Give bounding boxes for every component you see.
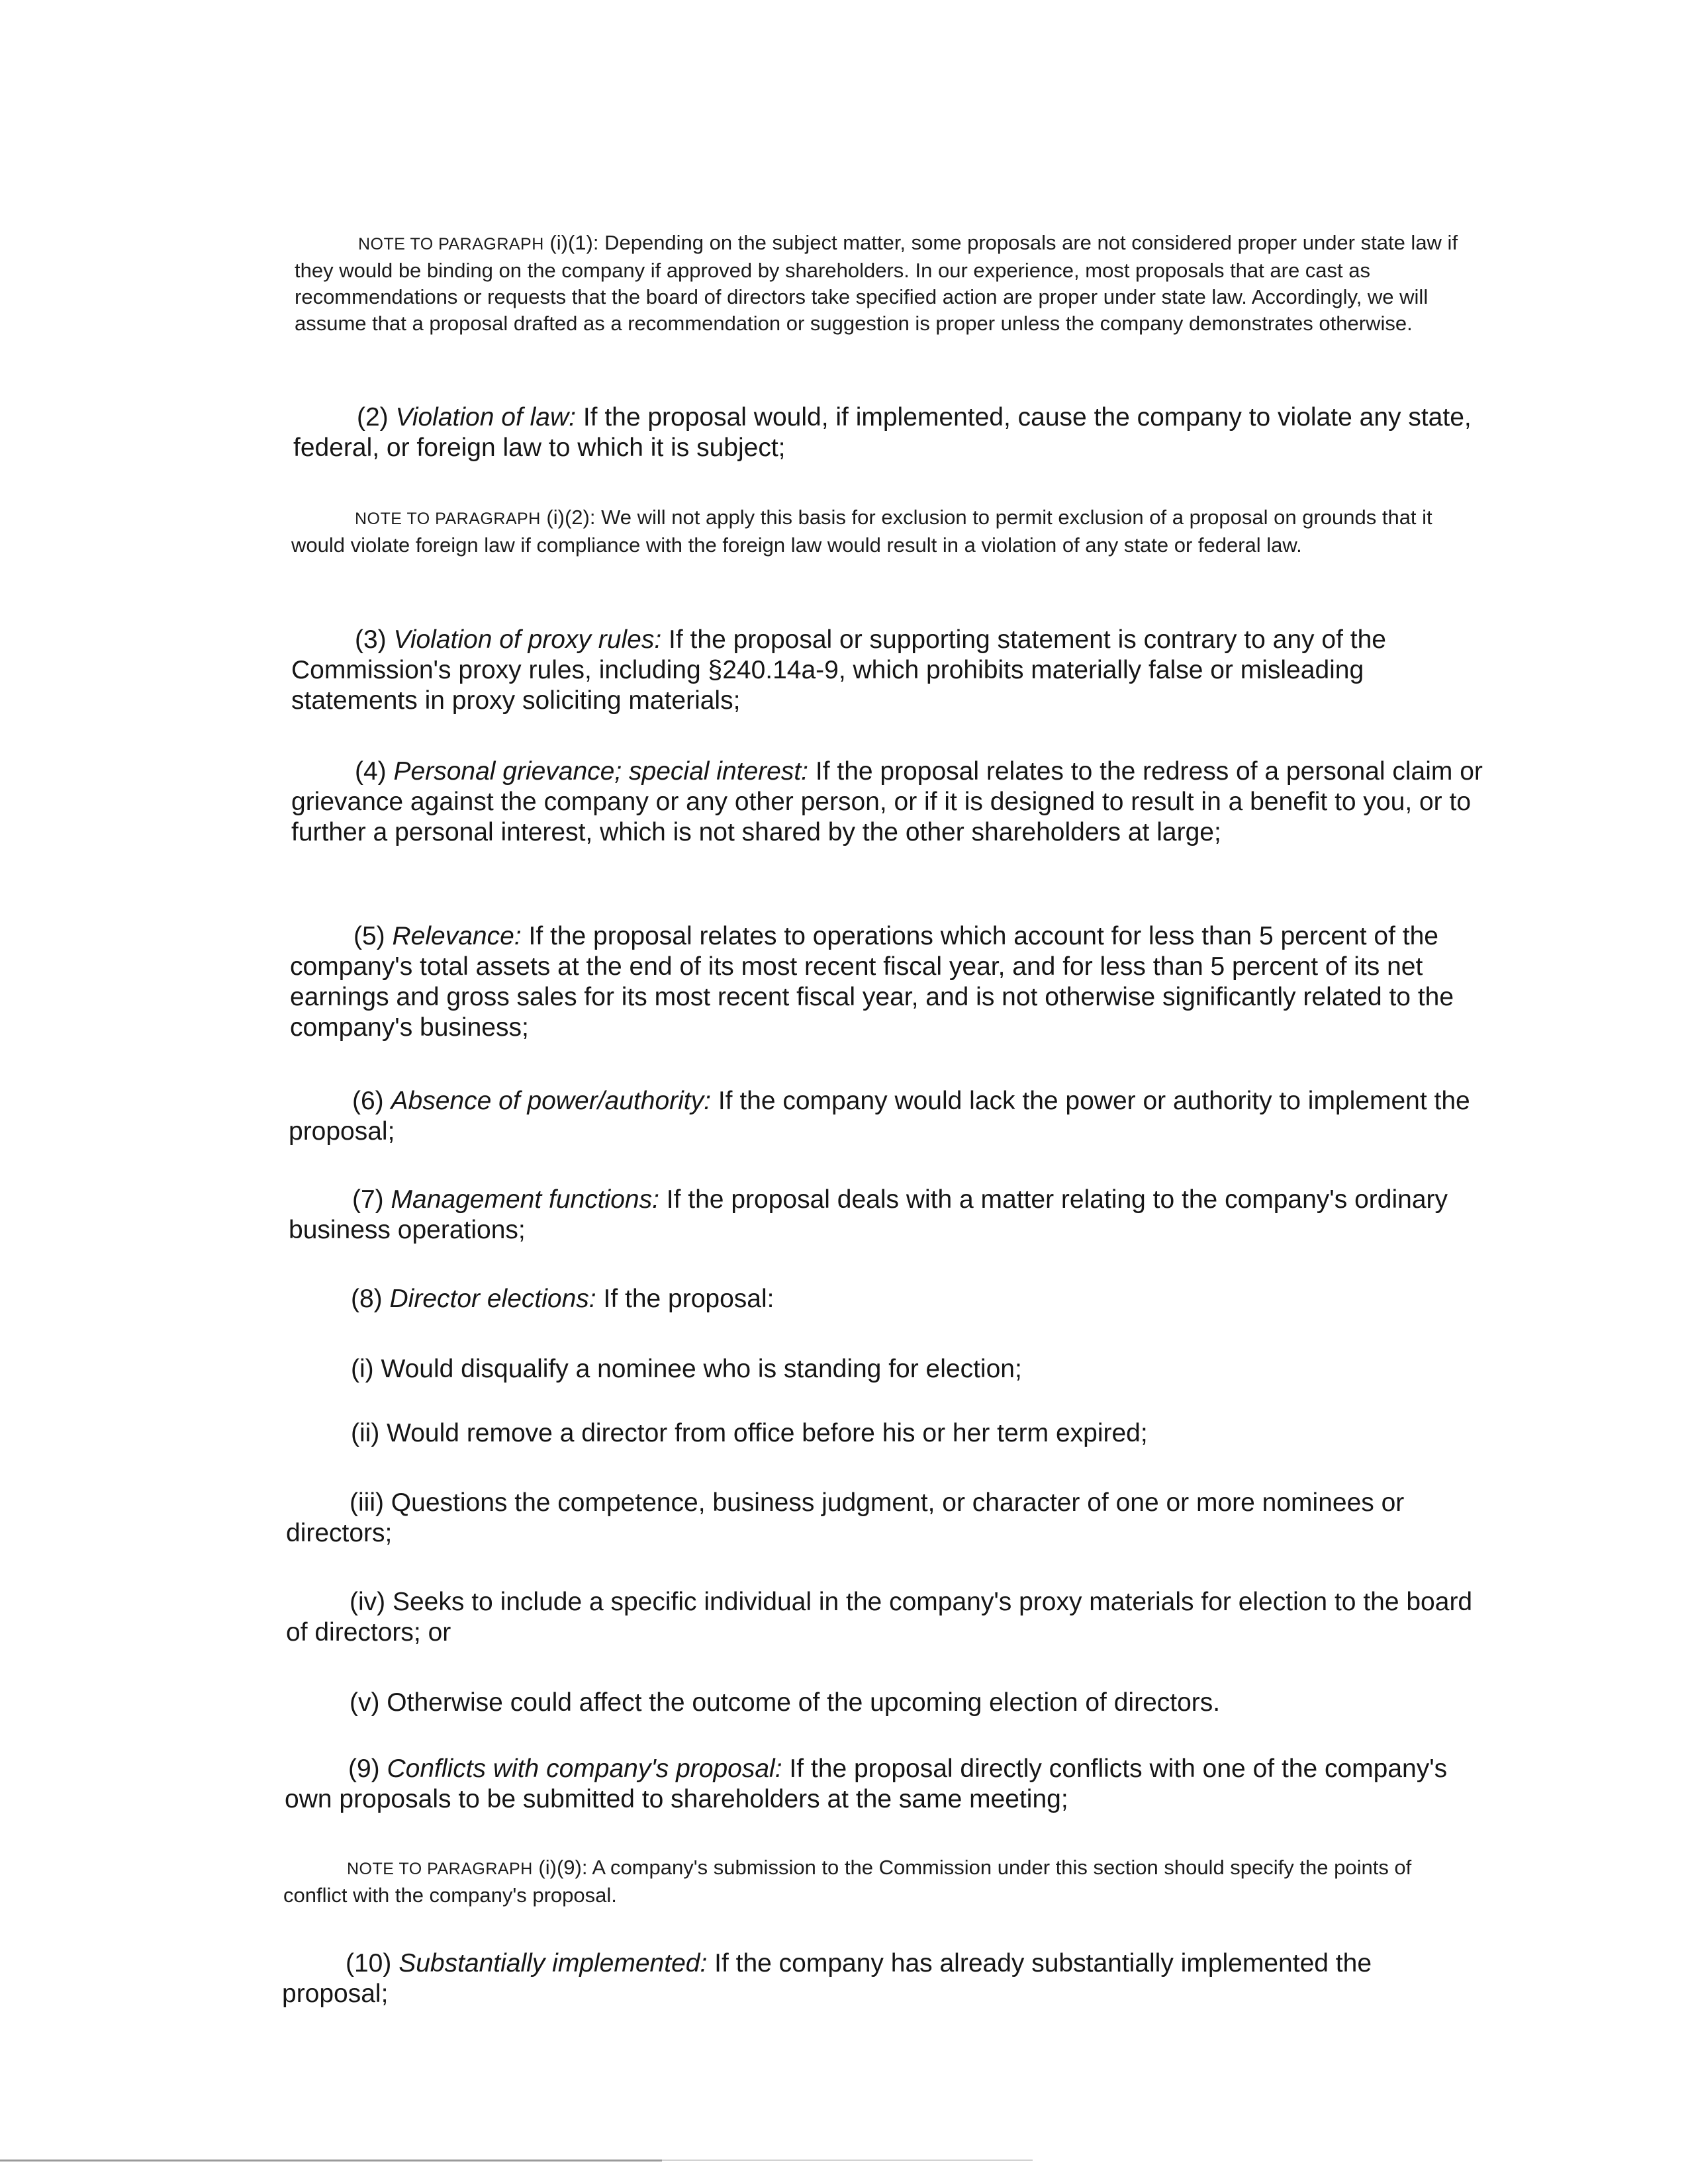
paragraph-number: (7) — [352, 1185, 384, 1214]
item-text: (v) Otherwise could affect the outcome of the upcoming election of directors. — [350, 1688, 1221, 1717]
note-ref: (i)(1): — [549, 231, 599, 254]
paragraph-2-violation-of-law — [293, 402, 1485, 463]
note-label: NOTE TO PARAGRAPH — [355, 510, 541, 528]
note-ref: (i)(2): — [546, 506, 596, 529]
paragraph-number: (9) — [348, 1754, 380, 1783]
paragraph-text: If the proposal deals with a matter relating to the company's ordinary business operations; — [289, 1185, 1448, 1244]
paragraph-title: Substantially implemented: — [399, 1949, 708, 1978]
paragraph-4-personal-grievance — [291, 756, 1483, 848]
note-text: We will not apply this basis for exclusion to permit exclusion of a proposal on grounds that it would violate foreign law if compliance with the foreign law would result in a violation of any state or federal law. — [291, 506, 1432, 557]
paragraph-title: Violation of proxy rules: — [393, 625, 662, 654]
paragraph-title: Absence of power/authority: — [391, 1087, 711, 1115]
paragraph-title: Relevance: — [392, 922, 522, 950]
paragraph-number: (6) — [352, 1087, 384, 1115]
paragraph-8-item-v — [286, 1688, 1484, 1718]
item-text: (iii) Questions the competence, business judgment, or character of one or more nominees or directors; — [286, 1488, 1405, 1547]
note-paragraph-i2 — [291, 504, 1476, 559]
paragraph-text: If the company would lack the power or authority to implement the proposal; — [289, 1087, 1470, 1146]
note-paragraph-i1 — [295, 230, 1460, 337]
paragraph-title: Violation of law: — [395, 403, 576, 432]
page-bottom-rule — [0, 2160, 662, 2161]
paragraph-text: If the proposal would, if implemented, cause the company to violate any state, federal, or foreign law to which it is subject; — [293, 403, 1472, 462]
paragraph-number: (3) — [355, 625, 387, 654]
paragraph-9-conflicts — [285, 1754, 1483, 1815]
paragraph-number: (8) — [351, 1285, 383, 1313]
paragraph-number: (4) — [355, 757, 387, 786]
paragraph-title: Director elections: — [389, 1285, 596, 1313]
item-text: (ii) Would remove a director from office before his or her term expired; — [351, 1419, 1148, 1447]
paragraph-8-item-iv — [286, 1587, 1484, 1648]
note-paragraph-i9 — [283, 1854, 1462, 1909]
paragraph-title: Management functions: — [391, 1185, 659, 1214]
paragraph-5-relevance — [290, 921, 1485, 1043]
paragraph-title: Conflicts with company's proposal: — [387, 1754, 782, 1783]
item-text: (iv) Seeks to include a specific individual in the company's proxy materials for election to the board of directors; or — [286, 1588, 1473, 1647]
paragraph-8-item-iii — [286, 1488, 1484, 1549]
paragraph-text: If the proposal relates to operations which account for less than 5 percent of the company's total assets at the end of its most recent fiscal year, and for less than 5 percent of its net earnings and gross sales for its most recent fiscal year, and is not otherwise significantly related to the company's business; — [290, 922, 1454, 1042]
paragraph-8-item-i — [287, 1354, 1482, 1385]
paragraph-text: If the proposal or supporting statement is contrary to any of the Commission's proxy rules, including §240.14a-9, which prohibits materially false or misleading statements in proxy soliciting materials; — [291, 625, 1386, 715]
note-label: NOTE TO PARAGRAPH — [347, 1860, 533, 1878]
page-bottom-rule-faint — [662, 2160, 1033, 2161]
paragraph-8-director-elections — [287, 1284, 1482, 1314]
note-text: Depending on the subject matter, some proposals are not considered proper under state law if they would be binding on the company if approved by shareholders. In our experience, most proposals that are cast as recommendations or requests that the board of directors take specified action are proper under state law. Accordingly, we will assume that a proposal drafted as a recommendation or suggestion is proper unless the company demonstrates otherwise. — [295, 231, 1458, 335]
paragraph-number: (5) — [353, 922, 385, 950]
paragraph-number: (10) — [346, 1949, 392, 1978]
paragraph-3-violation-of-proxy-rules — [291, 625, 1483, 716]
paragraph-title: Personal grievance; special interest: — [393, 757, 809, 786]
paragraph-text: If the company has already substantially implemented the proposal; — [282, 1949, 1372, 2008]
paragraph-7-management-functions — [289, 1185, 1483, 1246]
paragraph-6-absence-of-power — [289, 1086, 1483, 1147]
paragraph-text: If the proposal directly conflicts with one of the company's own proposals to be submitted to shareholders at the same meeting; — [285, 1754, 1448, 1813]
paragraph-text: If the proposal relates to the redress of a personal claim or grievance against the company or any other person, or if it is designed to result in a benefit to you, or to further a personal interest, which is not shared by the other shareholders at large; — [291, 757, 1483, 846]
paragraph-text: If the proposal: — [603, 1285, 774, 1313]
note-label: NOTE TO PARAGRAPH — [358, 235, 544, 253]
item-text: (i) Would disqualify a nominee who is standing for election; — [351, 1355, 1022, 1383]
paragraph-8-item-ii — [287, 1418, 1482, 1449]
paragraph-10-substantially-implemented — [282, 1948, 1480, 2009]
note-ref: (i)(9): — [538, 1856, 588, 1879]
note-text: A company's submission to the Commission under this section should specify the points of conflict with the company's proposal. — [283, 1856, 1412, 1907]
paragraph-number: (2) — [357, 403, 389, 432]
